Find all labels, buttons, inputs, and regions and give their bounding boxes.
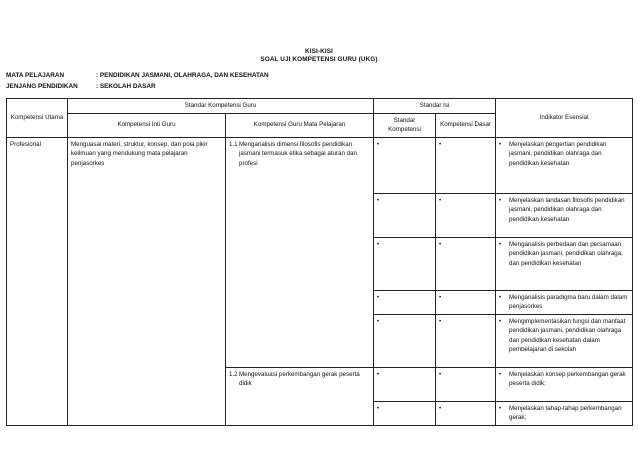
header-indikator-esensial: Indikator Esensial [496,99,633,138]
meta-level-label: JENJANG PENDIDIKAN [6,83,78,90]
cell-kd [436,290,496,314]
mapel-number: 1.2 [229,370,238,378]
cell-kd [436,237,496,290]
bullet-icon: • [377,140,380,148]
bullet-icon: • [377,240,380,248]
document-subtitle: SOAL UJI KOMPETENSI GURU (UKG) [260,56,378,63]
indikator-text: Menjelaskan tahap-tahap perkembangan gerak; [509,404,622,421]
bullet-icon: • [499,140,502,148]
cell-indikator [496,237,633,290]
cell-sk [374,401,436,425]
meta-level-value: : SEKOLAH DASAR [96,83,156,90]
bullet-icon: • [377,196,380,204]
meta-subject-value: : PENDIDIKAN JASMANI, OLAHRAGA, DAN KESEHATAN [96,72,269,79]
kisi-kisi-table [6,98,633,426]
header-kompetensi-inti: Kompetensi Inti Guru [68,113,226,137]
bullet-icon: • [499,293,502,301]
bullet-icon: • [499,404,502,412]
indikator-text: Menjelaskan pengertian pendidikan jasmani, pendidikan olahraga dan pendidikan kesehatan [509,140,607,167]
cell-sk [374,237,436,290]
bullet-icon: • [377,293,380,301]
meta-level [6,83,156,90]
cell-kd [436,314,496,367]
indikator-text: Menjelaskan konsep perkembangan gerak peserta didik; [509,370,626,387]
cell-indikator [496,137,633,193]
bullet-icon: • [439,196,442,204]
bullet-icon: • [439,370,442,378]
header-standar-kompetensi-guru: Standar Kompetensi Guru [68,99,374,114]
bullet-icon: • [439,140,442,148]
header-standar-isi: Standar Isi [374,99,496,114]
cell-sk [374,137,436,193]
bullet-icon: • [377,370,380,378]
bullet-icon: • [499,317,502,325]
indikator-text: Menjelaskan landasan filosofis pendidikan jasmani, pendidikan olahraga dan pendidikan kesehatan [509,196,625,223]
cell-kd [436,137,496,193]
bullet-icon: • [499,240,502,248]
bullet-icon: • [377,317,380,325]
mapel-text: Mengevaluasi perkembangan gerak peserta didik [239,370,360,387]
cell-kompetensi-inti: Menguasai materi, struktur, konsep, dan pola pikir keilmuan yang mendukung mata pelajaran penjasorkes [68,137,226,425]
header-standar-kompetensi: Standar Kompetensi [374,113,436,137]
cell-indikator [496,401,633,425]
bullet-icon: • [499,196,502,204]
bullet-icon: • [499,370,502,378]
mapel-text: Menganalisis dimensi filosofis pendidikan jasmani termasuk etika sebagai aturan dan profesi [239,140,357,167]
cell-sk [374,193,436,237]
bullet-icon: • [439,317,442,325]
table-row [7,137,633,193]
bullet-icon: • [439,240,442,248]
cell-indikator [496,314,633,367]
indikator-text: Menganalisis paradigma baru dalam dalam penjasorkes [509,293,628,310]
cell-indikator [496,193,633,237]
cell-kompetensi-utama: Profesional [7,137,68,425]
cell-kd [436,367,496,401]
cell-kd [436,193,496,237]
cell-kd [436,401,496,425]
meta-subject-label: MATA PELAJARAN [6,72,65,79]
bullet-icon: • [377,404,380,412]
cell-sk [374,290,436,314]
header-kompetensi-dasar: Kompetensi Dasar [436,113,496,137]
bullet-icon: • [439,404,442,412]
meta-subject [6,72,269,79]
cell-indikator [496,290,633,314]
cell-sk [374,314,436,367]
header-kompetensi-utama: Kompetensi Utama [7,99,68,138]
cell-indikator [496,367,633,401]
header-kompetensi-mapel: Kompetensi Guru Mata Pelajaran [226,113,374,137]
document-title: KISI-KISI [305,48,333,55]
cell-mapel-1 [226,137,374,367]
bullet-icon: • [439,293,442,301]
indikator-text: Mengimplementasikan fungsi dan manfaat pendidikan jasmani, pendidikan olahraga dan pendidikan kesehatan dalam pembelajaran di sekolah [509,317,626,353]
mapel-number: 1.1 [229,140,238,148]
cell-mapel-2 [226,367,374,425]
indikator-text: Menganalisis perbedaan dan persamaan pendidikan jasmani, pendidikan olahraga, dan pendidikan kesehatan [509,240,623,267]
cell-sk [374,367,436,401]
